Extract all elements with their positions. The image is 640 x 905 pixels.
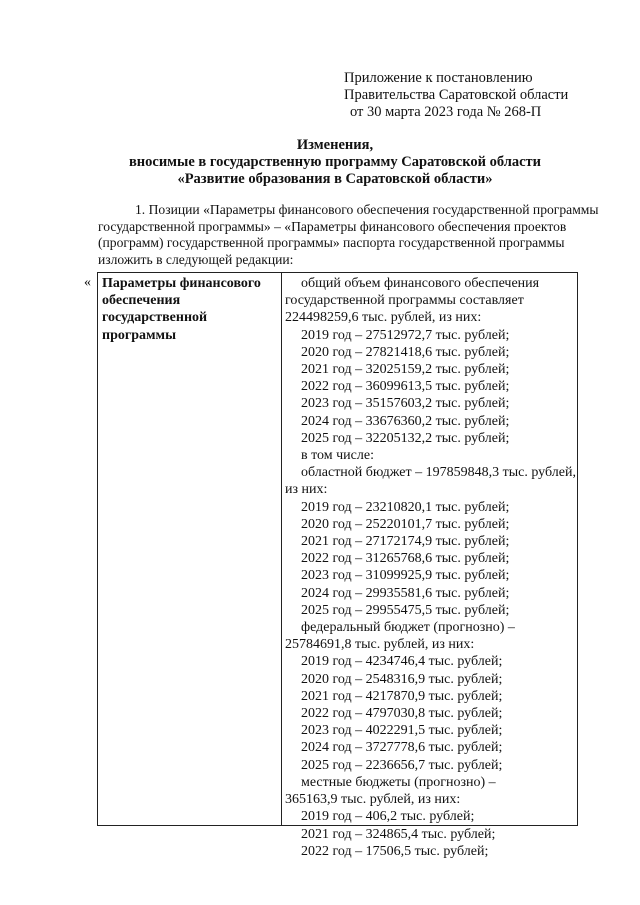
intro-paragraph — [98, 202, 599, 268]
funding-line: 2025 год – 2236656,7 тыс. рублей; — [301, 757, 503, 773]
title-line: «Развитие образования в Саратовской области» — [177, 171, 493, 187]
funding-line: 2019 год – 4234746,4 тыс. рублей; — [301, 654, 503, 670]
funding-line: 2020 год – 27821418,6 тыс. рублей; — [301, 344, 510, 360]
funding-line: 2025 год – 29955475,5 тыс. рублей; — [301, 602, 510, 618]
funding-line: из них: — [285, 482, 328, 498]
parameter-name-line: государственной — [102, 310, 208, 326]
appendix-header — [344, 70, 568, 121]
intro-line: изложить в следующей редакции: — [98, 251, 294, 267]
title-line: вносимые в государственную программу Саратовской области — [128, 154, 542, 170]
funding-line: 2021 год – 4217870,9 тыс. рублей; — [301, 688, 503, 704]
funding-line: федеральный бюджет (прогнозно) – — [301, 620, 515, 636]
funding-line: государственной программы составляет — [285, 293, 524, 309]
funding-line: общий объем финансового обеспечения — [301, 276, 540, 291]
funding-line: 2021 год – 32025159,2 тыс. рублей; — [301, 362, 510, 378]
funding-line: областной бюджет – 197859848,3 тыс. рублей, — [301, 465, 576, 481]
intro-line: 1. Позиции «Параметры финансового обеспечения государственной программы — [135, 202, 599, 217]
appendix-header-line: Правительства Саратовской области — [344, 87, 569, 103]
funding-line: 2020 год – 25220101,7 тыс. рублей; — [301, 516, 510, 532]
parameter-name-line: обеспечения — [102, 293, 181, 309]
funding-line: 2020 год – 2548316,9 тыс. рублей; — [301, 671, 503, 687]
funding-line: 2022 год – 4797030,8 тыс. рублей; — [301, 706, 503, 722]
title-line: Изменения, — [296, 137, 374, 153]
funding-line: 2024 год – 3727778,6 тыс. рублей; — [301, 740, 503, 756]
funding-line: 224498259,6 тыс. рублей, из них: — [285, 310, 482, 326]
funding-line: местные бюджеты (прогнозно) – — [301, 774, 496, 790]
funding-line: 2022 год – 36099613,5 тыс. рублей; — [301, 379, 510, 395]
funding-line: 2023 год – 35157603,2 тыс. рублей; — [301, 396, 510, 412]
funding-line: 2021 год – 324865,4 тыс. рублей; — [301, 826, 496, 842]
funding-line: 2023 год – 31099925,9 тыс. рублей; — [301, 568, 510, 584]
appendix-header-line: от 30 марта 2023 года № 268-П — [350, 104, 542, 120]
funding-line: 2019 год – 23210820,1 тыс. рублей; — [301, 499, 510, 515]
funding-table — [97, 272, 578, 859]
opening-quote-mark: « — [84, 275, 91, 290]
intro-line: государственной программы» – «Параметры финансового обеспечения проектов — [98, 218, 567, 234]
appendix-header-line: Приложение к постановлению — [344, 70, 533, 86]
funding-line: 2021 год – 27172174,9 тыс. рублей; — [301, 534, 510, 550]
intro-line: (программ) государственной программы» паспорта государственной программы — [98, 235, 565, 251]
funding-line: 2023 год – 4022291,5 тыс. рублей; — [301, 723, 503, 739]
document-title — [100, 137, 570, 188]
parameter-name-line: Параметры финансового — [102, 276, 261, 291]
parameter-name-cell — [102, 275, 261, 344]
funding-line: 2024 год – 33676360,2 тыс. рублей; — [301, 413, 510, 429]
funding-line: 2024 год – 29935581,6 тыс. рублей; — [301, 585, 510, 601]
funding-line: 25784691,8 тыс. рублей, из них: — [285, 637, 475, 653]
funding-line: в том числе: — [301, 448, 374, 464]
funding-line: 2019 год – 406,2 тыс. рублей; — [301, 809, 475, 825]
funding-line: 2022 год – 17506,5 тыс. рублей; — [301, 843, 489, 859]
funding-line: 2019 год – 27512972,7 тыс. рублей; — [301, 327, 510, 343]
column-divider — [281, 273, 282, 825]
parameter-value-cell — [285, 275, 575, 860]
funding-line: 2022 год – 31265768,6 тыс. рублей; — [301, 551, 510, 567]
funding-line: 2025 год – 32205132,2 тыс. рублей; — [301, 430, 510, 446]
parameter-name-line: программы — [102, 327, 176, 343]
funding-line: 365163,9 тыс. рублей, из них: — [285, 792, 461, 808]
